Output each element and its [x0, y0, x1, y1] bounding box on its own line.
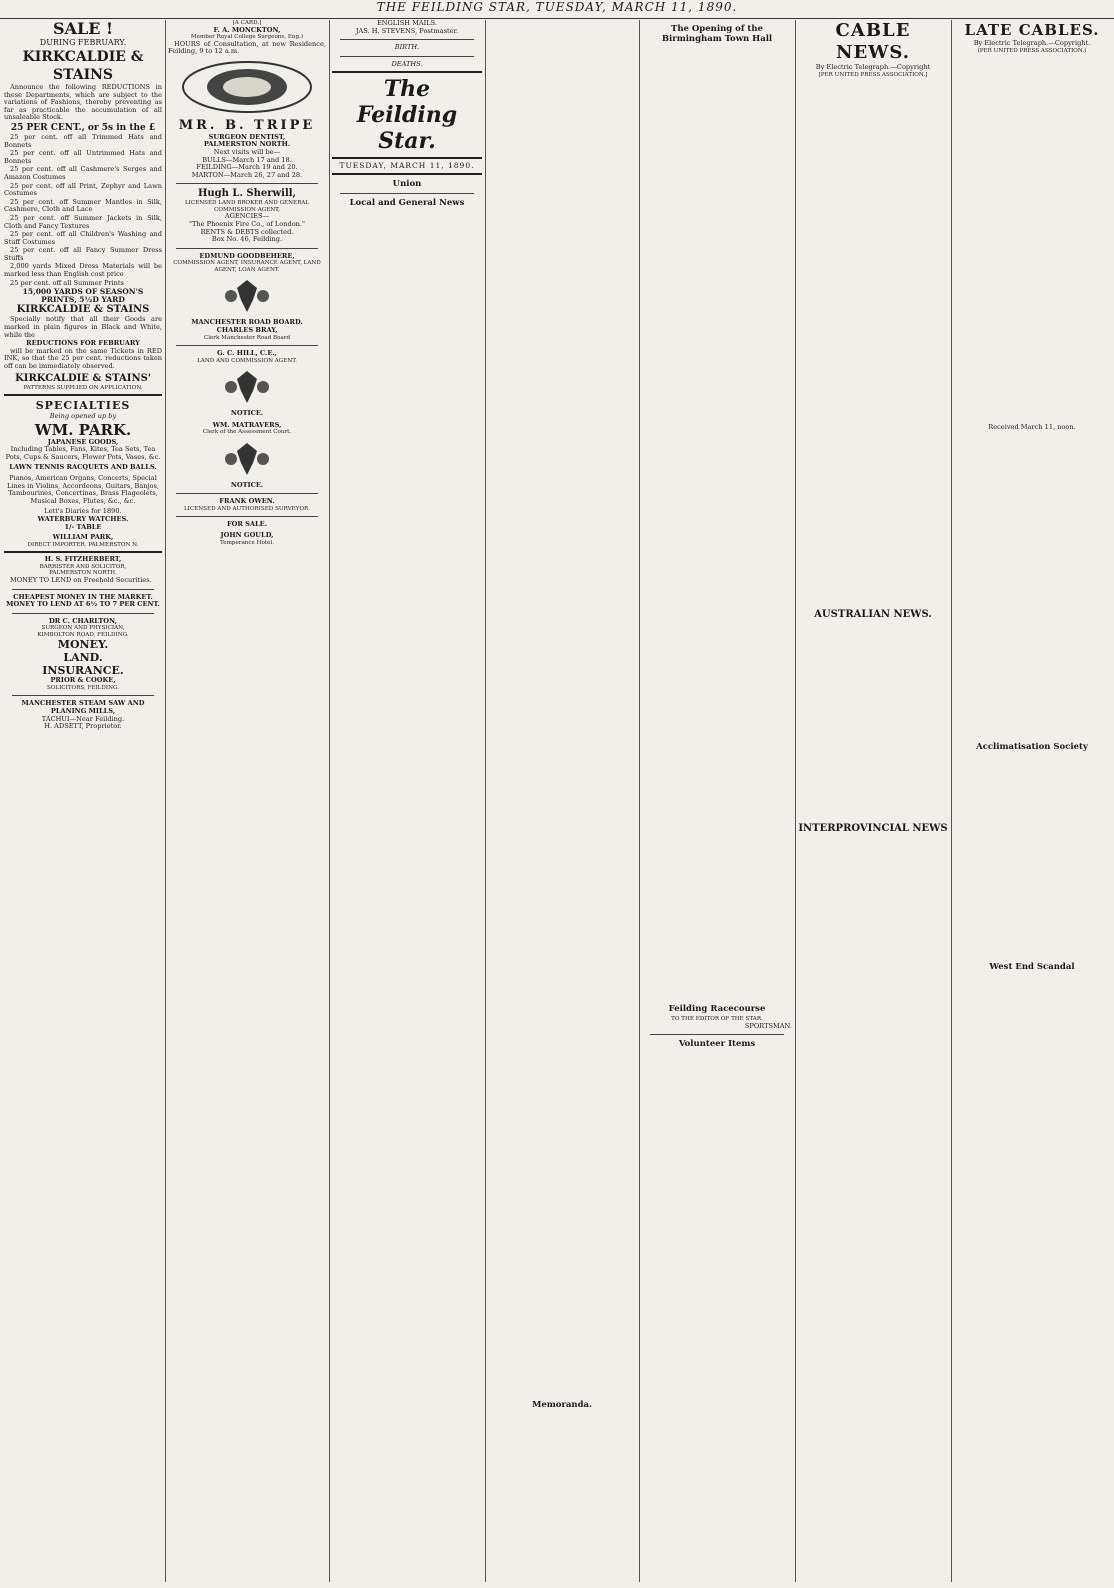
volunteer-heading: Volunteer Items	[678, 1039, 756, 1050]
sale-subheading: DURING FEBRUARY.	[39, 38, 127, 47]
postmaster-signature: JAS. H. STEVENS, Postmaster.	[355, 26, 459, 35]
received-line: Received March 11, noon.	[988, 423, 1076, 432]
agencies-label: AGENCIES—	[224, 212, 270, 221]
moncton-title: Member Royal College Surgeons, Eng.)	[190, 34, 304, 41]
list-item: 25 per cent. off all Trimmed Hats and Bonnets	[4, 132, 162, 149]
mails-heading: ENGLISH MAILS.	[376, 20, 438, 27]
west-end-heading: West End Scandal	[989, 961, 1075, 972]
column-7-late-cables	[954, 20, 1110, 1582]
bray-signature: CHARLES BRAY,	[216, 325, 278, 334]
cable-news-heading: CABLE NEWS.	[835, 20, 911, 63]
prints-line: 15,000 YARDS OF SEASON'S PRINTS, 5½D YARD	[22, 287, 144, 304]
australian-news-heading: AUSTRALIAN NEWS.	[814, 609, 932, 621]
interprovincial-heading: INTERPROVINCIAL NEWS	[798, 823, 948, 835]
deaths-heading: DEATHS.	[391, 59, 423, 68]
list-item: 25 per cent. off all Children's Washing and Stuff Costumes	[4, 230, 162, 246]
letts-line: Lett's Diaries for 1890.	[44, 507, 122, 516]
late-cables-heading: LATE CABLES.	[964, 21, 1100, 39]
list-item: 25 per cent. off all Fancy Summer Dress Stuffs	[4, 246, 162, 262]
table-line: 1/- TABLE	[64, 522, 102, 531]
tripe-heading: MR. B. TRIPE	[178, 117, 316, 133]
list-item: 25 per cent. off all Cashmere's Serges and Amazon Costumes	[4, 165, 162, 181]
crest-icon	[217, 439, 277, 479]
phoenix-agency: "The Phoenix Fire Co., of London."	[188, 219, 306, 228]
fitzherbert-heading: H. S. FITZHERBERT,	[44, 555, 122, 564]
kirkcaldie-heading-3: KIRKCALDIE & STAINS'	[15, 372, 151, 384]
tripe-title: SURGEON DENTIST,	[208, 132, 286, 141]
park-heading: WM. PARK.	[34, 420, 132, 439]
column-4-news	[488, 20, 636, 1582]
issue-date: TUESDAY, MARCH 11, 1890.	[339, 161, 475, 171]
reductions-text: will be marked on the same Tickets in RED INK, so that the 25 per cent. reductions taken off can be immediately observed.	[4, 346, 162, 370]
hill-heading: G. C. HILL, C.E.,	[217, 349, 277, 357]
being-opened-line: Being opened up by	[49, 412, 117, 421]
telegraph-line: By Electric Telegraph.—Copyright	[815, 63, 931, 71]
birmingham-heading: The Opening of the Birmingham Town Hall	[661, 24, 773, 44]
column-6-cable-news	[798, 20, 948, 1582]
saw-mill-heading: MANCHESTER STEAM SAW AND PLANING MILLS,	[21, 699, 145, 715]
column-1-advertisements	[4, 20, 162, 1582]
park-address: DIRECT IMPORTER. PALMERSTON N.	[27, 541, 139, 548]
consultation-hours: HOURS of Consultation, at new Residence, Feilding, 9 to 12 a.m.	[168, 39, 326, 56]
visit-feilding: FEILDING—March 19 and 20.	[196, 163, 298, 172]
column-rule	[795, 20, 796, 1582]
fitzherbert-title: BARRISTER AND SOLICITOR,	[39, 563, 127, 570]
owen-heading: FRANK OWEN.	[219, 497, 275, 506]
specialties-heading: SPECIALTIES	[35, 399, 131, 413]
tennis-line: LAWN TENNIS RACQUETS AND BALLS.	[9, 463, 157, 472]
column-2-advertisements	[168, 20, 326, 1582]
bray-title: Clerk Manchester Road Board	[203, 334, 291, 341]
charlton-heading: DR C. CHARLTON,	[49, 616, 117, 625]
column-rule	[485, 20, 486, 1582]
card-label: [A CARD.]	[232, 20, 262, 26]
kirkcaldie-intro: Announce the following REDUCTIONS in these Departments, which are subject to the variations of Fashions, thereby preventing as far as practicable the accumulation of all unsaleable Stock.	[4, 83, 162, 122]
land-heading: LAND.	[63, 651, 103, 665]
column-rule	[951, 20, 952, 1582]
column-rule	[639, 20, 640, 1582]
goodbehere-title: COMMISSION AGENT, INSURANCE AGENT, LAND AGENT, LOAN AGENT.	[173, 260, 321, 273]
ornament-icon	[177, 59, 317, 115]
for-sale-heading: FOR SALE.	[226, 520, 268, 529]
newspaper-title: The Feilding Star.	[356, 76, 458, 155]
japanese-heading: JAPANESE GOODS,	[47, 437, 119, 446]
page-masthead: THE FEILDING STAR, TUESDAY, MARCH 11, 1890.	[0, 0, 1114, 19]
cheapest-money: CHEAPEST MONEY IN THE MARKET.	[13, 592, 153, 601]
box-number: Box No. 46, Feilding.	[211, 235, 283, 244]
list-item: 2,000 yards Mixed Dress Materials will be marked less than English cost price	[4, 262, 162, 279]
manchester-board-heading: MANCHESTER ROAD BOARD.	[191, 318, 303, 327]
crest-icon	[217, 367, 277, 407]
list-item: 25 per cent. off Summer Mantles in Silk, Cashmere, Cloth and Lace	[4, 197, 162, 214]
charlton-location: KIMBOLTON ROAD, FEILDING.	[37, 631, 129, 638]
rents-debts: RENTS & DEBTS collected.	[200, 227, 294, 236]
notice-heading: NOTICE.	[230, 409, 264, 418]
hill-title: LAND AND COMMISSION AGENT.	[197, 357, 297, 364]
local-news-heading: Local and General News	[349, 197, 465, 208]
next-visits: Next visits will be—	[213, 147, 281, 156]
saw-mill-proprietor: H. ADSETT, Proprietor.	[44, 722, 122, 731]
pianos-text: Pianos, American Organs, Concerts, Special Lines in Violins, Accordeons, Guitars, Banjos, Tambourines, Concertinas, Brass Flageolets, Musical Boxes, Flutes, &c., &c.	[7, 474, 159, 505]
union-heading: Union	[392, 178, 422, 189]
birth-heading: BIRTH.	[394, 43, 420, 52]
list-item: 25 per cent. off all Summer Prints	[10, 278, 124, 287]
kirkcaldie-heading-2: KIRKCALDIE & STAINS	[16, 304, 150, 316]
column-3-editorial	[332, 20, 482, 1582]
visit-bulls: BULLS—March 17 and 18.	[202, 155, 292, 164]
racecourse-heading: Feilding Racecourse	[668, 1004, 766, 1014]
telegraph-line: By Electric Telegraph.—Copyright.	[973, 39, 1091, 47]
notice-heading: NOTICE.	[230, 480, 264, 489]
patterns-line: PATTERNS SUPPLIED ON APPLICATION.	[23, 384, 143, 391]
press-association-line: [PER UNITED PRESS ASSOCIATION.]	[818, 71, 928, 78]
to-editor-line: TO THE EDITOR OF THE STAR.	[671, 1016, 763, 1022]
insurance-heading: INSURANCE.	[42, 664, 124, 678]
japanese-text: Including Tables, Fans, Kites, Tea Sets, Tea Pots, Cups & Saucers, Flower Pots, Vases, &c.	[5, 445, 161, 461]
gould-signature: JOHN GOULD,	[220, 531, 274, 540]
charlton-title: SURGEON AND PHYSICIAN,	[41, 625, 125, 632]
list-item: 25 per cent. off Summer Jackets in Silk, Cloth and Fancy Textures	[4, 213, 162, 230]
fitzherbert-location: PALMERSTON NORTH.	[49, 570, 117, 577]
sherwill-title: LICENSED LAND BROKER AND GENERAL COMMISSION AGENT,	[184, 200, 310, 213]
matravers-title: Clerk of the Assessment Court.	[202, 429, 292, 436]
list-item: 25 per cent. off all Print, Zephyr and Lawn Costumes	[4, 181, 162, 198]
crest-icon	[217, 276, 277, 316]
sportsman-signature: SPORTSMAN.	[744, 1021, 792, 1030]
column-rule	[165, 20, 166, 1582]
tripe-location: PALMERSTON NORTH.	[203, 140, 291, 149]
reductions-heading: REDUCTIONS FOR FEBRUARY	[26, 339, 140, 348]
acclimatisation-heading: Acclimatisation Society	[976, 741, 1088, 752]
discount-heading: 25 PER CENT., or 5s in the £	[10, 122, 156, 133]
money-rate: MONEY TO LEND AT 6½ TO 7 PER CENT.	[6, 600, 160, 609]
moncton-heading: F. A. MONCKTON,	[213, 25, 281, 34]
kirkcaldie-heading: KIRKCALDIE & STAINS	[22, 49, 144, 83]
list-item: 25 per cent. off all Untrimmed Hats and Bonnets	[4, 149, 162, 165]
matravers-signature: WM. MATRAVERS,	[212, 420, 282, 429]
visit-marton: MARTON—March 26, 27 and 28.	[191, 170, 303, 179]
owen-title: LICENSED AND AUTHORISED SURVEYOR.	[183, 505, 311, 512]
prior-cooke-title: SOLICITORS, FEILDING.	[46, 684, 120, 691]
memoranda-heading: Memoranda.	[531, 1400, 593, 1410]
money-heading: MONEY.	[57, 638, 109, 652]
discount-list	[4, 134, 162, 287]
sherwill-heading: Hugh L. Sherwill,	[197, 188, 297, 200]
column-rule	[329, 20, 330, 1582]
prior-cooke-heading: PRIOR & COOKE,	[50, 676, 116, 685]
press-association-line: (PER UNITED PRESS ASSOCIATION.)	[977, 47, 1087, 54]
goodbehere-heading: EDMUND GOODBEHERE,	[199, 251, 295, 260]
gould-title: Temperance Hotel.	[219, 539, 274, 546]
sale-heading: SALE !	[52, 20, 113, 38]
park-signature: WILLIAM PARK,	[52, 533, 114, 542]
saw-mill-location: TACHUI—Near Feilding.	[41, 714, 125, 723]
kirkcaldie-notice: Specially notify that all their Goods are marked in plain figures in Black and White, while the	[4, 315, 162, 339]
waterbury-line: WATERBURY WATCHES.	[37, 515, 129, 524]
column-5-news	[642, 20, 792, 1582]
money-to-lend: MONEY TO LEND on Freehold Securities.	[10, 575, 152, 584]
